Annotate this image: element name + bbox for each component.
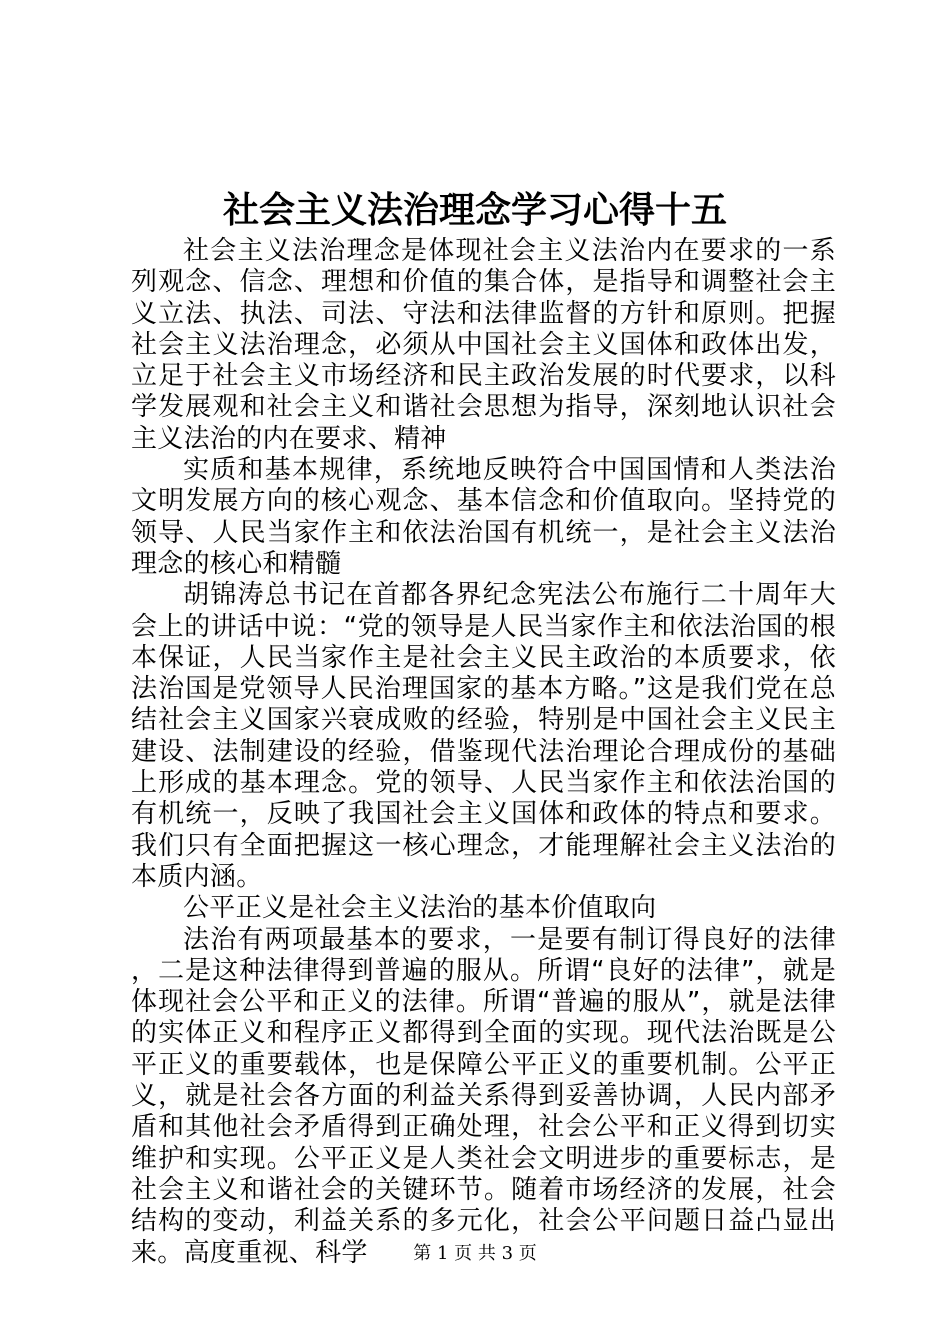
paragraph-3: 胡锦涛总书记在首都各界纪念宪法公布施行二十周年大会上的讲话中说：“党的领导是人民当家作主和依法治国的根本保证，人民当家作主是社会主义民主政治的本质要求，依法治国是党领导人民治理国家的基本方略。”这是我们党在总结社会主义国家兴衰成败的经验，特别是中国社会主义民主建设、法制建设的经验，借鉴现代法治理论合理成份的基础上形成的基本理念。党的领导、人民当家作主和依法治国的有机统一，反映了我国社会主义国体和政体的特点和要求。我们只有全面把握这一核心理念，才能理解社会主义法治的本质内涵。 bbox=[131, 580, 836, 892]
document-body bbox=[131, 236, 836, 1269]
section-heading: 公平正义是社会主义法治的基本价值取向 bbox=[183, 893, 657, 924]
document-title: 社会主义法治理念学习心得十五 bbox=[222, 189, 727, 231]
paragraph-4: 法治有两项最基本的要求，一是要有制订得良好的法律，二是这种法律得到普遍的服从。所谓“良好的法律”，就是体现社会公平和正义的法律。所谓“普遍的服从”，就是法律的实体正义和程序正义都得到全面的实现。现代法治既是公平正义的重要载体，也是保障公平正义的重要机制。公平正义，就是社会各方面的利益关系得到妥善协调，人民内部矛盾和其他社会矛盾得到正确处理，社会公平和正义得到切实维护和实现。公平正义是人类社会文明进步的重要标志，是社会主义和谐社会的关键环节。随着市场经济的发展，社会结构的变动，利益关系的多元化，社会公平问题日益凸显出来。高度重视、科学 bbox=[131, 924, 836, 1268]
paragraph-2: 实质和基本规律，系统地反映符合中国国情和人类法治文明发展方向的核心观念、基本信念和价值取向。坚持党的领导、人民当家作主和依法治国有机统一，是社会主义法治理念的核心和精髓 bbox=[131, 455, 836, 579]
paragraph-1: 社会主义法治理念是体现社会主义法治内在要求的一系列观念、信念、理想和价值的集合体，是指导和调整社会主义立法、执法、司法、守法和法律监督的方针和原则。把握社会主义法治理念，必须从中国社会主义国体和政体出发，立足于社会主义市场经济和民主政治发展的时代要求，以科学发展观和社会主义和谐社会思想为指导，深刻地认识社会主义法治的内在要求、精神 bbox=[131, 236, 836, 454]
page-number-footer: 第 1 页 共 3 页 bbox=[413, 1243, 537, 1264]
